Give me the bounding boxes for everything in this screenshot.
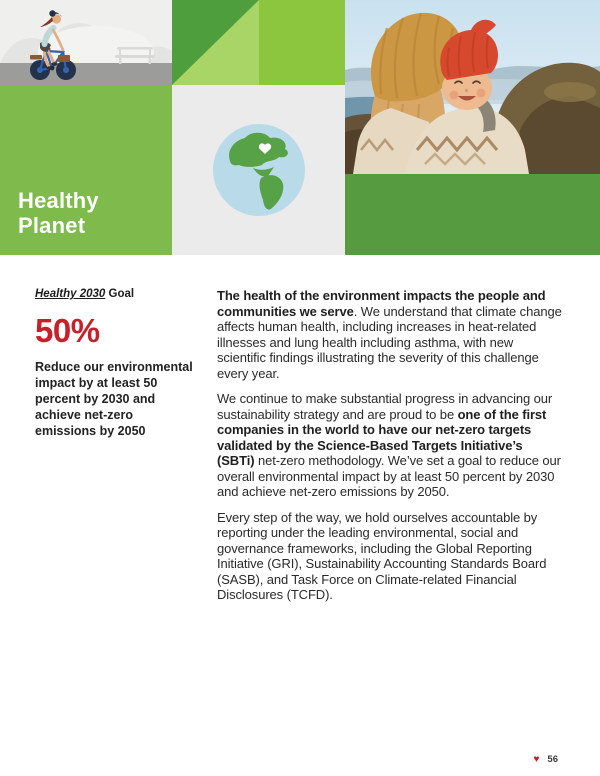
article-body — [217, 288, 563, 613]
page-title-line1: Healthy — [18, 188, 99, 213]
bicycle-scene-graphic — [0, 0, 172, 85]
globe-icon — [212, 123, 306, 217]
banner — [0, 0, 600, 255]
paragraph-2-start: We continue to make substantial progress in advancing our sustainability strategy and are proud to be — [217, 391, 553, 422]
heart-icon: ♥ — [533, 753, 540, 765]
paragraph-1 — [217, 288, 563, 381]
page-title — [18, 188, 99, 238]
stat-description: Reduce our environmental impact by at least 50 percent by 2030 and achieve net-zero emissions by 2050 — [35, 360, 193, 438]
paragraph-3: Every step of the way, we hold ourselves accountable by reporting under the leading environmental, social and governance frameworks, including the Global Reporting Initiative (GRI), Sustainability Accounting Standards Board (SASB), and Task Force on Climate-related Financial Disclosures (TCFD). — [217, 509, 547, 602]
woman-and-child-photo — [345, 0, 600, 174]
diagonal-square-icon — [172, 0, 345, 85]
page-number: 56 — [547, 754, 558, 765]
hero-photo — [345, 0, 600, 174]
paragraph-2-rest: net-zero methodology. We’ve set a goal to reduce our overall environmental impact by at least 50 percent by 2030 and achieve net-zero emissions by 2050. — [217, 453, 561, 499]
page-title-line2: Planet — [18, 213, 86, 238]
paragraph-1-rest: . We understand that climate change affects human health, including increases in heat-related illnesses and lung health including asthma, with new scientific findings illustrating the severity of this challenge every year. — [217, 303, 562, 381]
goal-label-program: Healthy 2030 — [35, 288, 106, 300]
section-title-block — [0, 85, 172, 255]
green-panel — [345, 174, 600, 255]
paragraph-2 — [217, 391, 563, 500]
green-squares-graphic — [172, 0, 345, 85]
globe-panel — [172, 85, 345, 255]
paragraph-1-lead: The health of the environment impacts the people and communities we serve — [217, 288, 546, 319]
goal-sidebar — [35, 288, 195, 439]
goal-label — [35, 288, 195, 300]
goal-label-word: Goal — [105, 288, 135, 300]
page-footer — [533, 754, 558, 765]
paragraph-2-highlight: one of the first companies in the world to have our net-zero targets validated by the Science-Based Targets Initiative’s (SBTi) — [217, 406, 547, 468]
cyclist-illustration — [0, 0, 172, 85]
stat-value: 50% — [35, 312, 100, 349]
